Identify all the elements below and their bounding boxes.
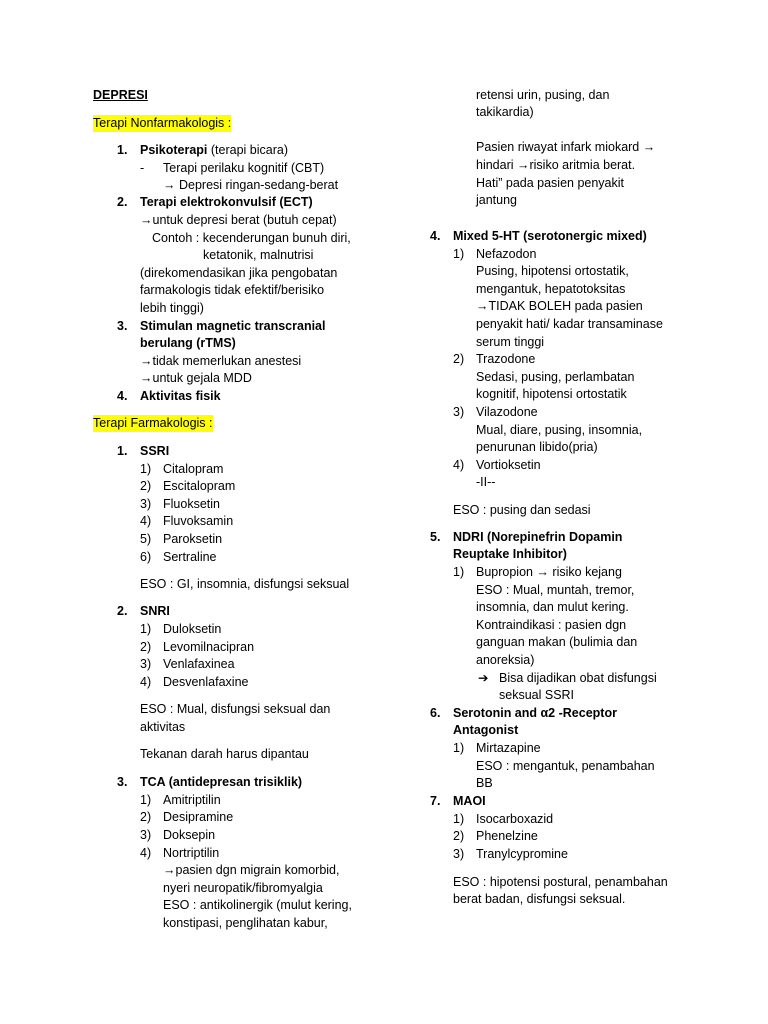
section-heading-pharma: Terapi Farmakologis :	[93, 416, 213, 430]
text-line: ganguan makan (bulimia dan	[476, 635, 638, 649]
text-line: →tidak memerlukan anestesi	[140, 354, 302, 368]
text-line: ESO : Mual, muntah, tremor,	[476, 583, 635, 597]
drug-name: Levomilnacipran	[163, 640, 255, 654]
item-title: SNRI	[140, 604, 170, 618]
text-line: ESO : pusing dan sedasi	[453, 503, 591, 517]
drug-name: Desvenlafaxine	[163, 675, 249, 689]
drug-name: Vilazodone	[476, 405, 538, 419]
sub-number: 5)	[140, 532, 152, 546]
sub-number: 3)	[140, 657, 152, 671]
text-line: →pasien dgn migrain komorbid,	[163, 863, 340, 877]
text-line: Terapi perilaku kognitif (CBT)	[163, 161, 325, 175]
drug-name: Fluvoksamin	[163, 514, 234, 528]
text-line: kognitif, hipotensi ortostatik	[476, 387, 627, 401]
item-title: Serotonin and α2 -Receptor	[453, 706, 617, 720]
sub-number: 2)	[140, 479, 152, 493]
item-title: Aktivitas fisik	[140, 389, 221, 403]
list-number: 7.	[430, 794, 441, 808]
text-line: Hati” pada pasien penyakit	[476, 176, 625, 190]
arrow-bullet-icon: ➔	[478, 671, 489, 685]
text-line: serum tinggi	[476, 335, 545, 349]
item-note: (terapi bicara)	[210, 143, 288, 157]
text-line: nyeri neuropatik/fibromyalgia	[163, 881, 323, 895]
drug-name: Nortriptilin	[163, 846, 220, 860]
text-line: ESO : antikolinergik (mulut kering,	[163, 898, 352, 912]
doc-title: DEPRESI	[93, 88, 148, 102]
list-number: 2.	[117, 604, 128, 618]
drug-name: Mirtazapine	[476, 741, 541, 755]
text-line: mengantuk, hepatotoksitas	[476, 282, 626, 296]
drug-name: Desipramine	[163, 810, 234, 824]
list-number: 1.	[117, 143, 128, 157]
list-number: 4.	[430, 229, 441, 243]
text-line: Mual, diare, pusing, insomnia,	[476, 423, 643, 437]
text-line: Sedasi, pusing, perlambatan	[476, 370, 635, 384]
text-line: jantung	[476, 193, 518, 207]
sub-number: 1)	[453, 247, 465, 261]
sub-number: 3)	[140, 497, 152, 511]
sub-number: 4)	[453, 458, 465, 472]
list-number: 6.	[430, 706, 441, 720]
sub-number: 1)	[140, 793, 152, 807]
text-line: ESO : GI, insomnia, disfungsi seksual	[140, 577, 350, 591]
text-line: farmakologis tidak efektif/berisiko	[140, 283, 325, 297]
drug-name: Sertraline	[163, 550, 217, 564]
item-title: Psikoterapi	[140, 143, 208, 157]
text-line: (direkomendasikan jika pengobatan	[140, 266, 338, 280]
text-line: ESO : hipotensi postural, penambahan	[453, 875, 668, 889]
item-title: NDRI (Norepinefrin Dopamin	[453, 530, 623, 544]
text-line: takikardia)	[476, 105, 534, 119]
text-line: konstipasi, penglihatan kabur,	[163, 916, 328, 930]
text-line: insomnia, dan mulut kering.	[476, 600, 629, 614]
text-line: seksual SSRI	[499, 688, 575, 702]
sub-number: 4)	[140, 675, 152, 689]
drug-name: Bupropion → risiko kejang	[476, 565, 622, 579]
item-title: Stimulan magnetic transcranial	[140, 319, 326, 333]
sub-number: 3)	[453, 847, 465, 861]
text-line: Pusing, hipotensi ortostatik,	[476, 264, 629, 278]
text-line: berat badan, disfungsi seksual.	[453, 892, 626, 906]
section-heading-nonpharma: Terapi Nonfarmakologis :	[93, 116, 232, 130]
drug-name: Trazodone	[476, 352, 536, 366]
item-title: Antagonist	[453, 723, 519, 737]
sub-number: 6)	[140, 550, 152, 564]
list-number: 3.	[117, 775, 128, 789]
drug-name: Vortioksetin	[476, 458, 541, 472]
list-number: 4.	[117, 389, 128, 403]
text-line: -II--	[476, 475, 496, 489]
sub-number: 2)	[453, 352, 465, 366]
sub-number: 1)	[453, 741, 465, 755]
sub-number: 1)	[453, 565, 465, 579]
list-number: 2.	[117, 195, 128, 209]
drug-name: Tranylcypromine	[476, 847, 568, 861]
drug-name: Paroksetin	[163, 532, 223, 546]
text-line: penyakit hati/ kadar transaminase	[476, 317, 663, 331]
text-line: BB	[476, 776, 493, 790]
item-title: Mixed 5-HT (serotonergic mixed)	[453, 229, 647, 243]
item-title: Reuptake Inhibitor)	[453, 547, 567, 561]
sub-number: 1)	[140, 622, 152, 636]
text-line: penurunan libido(pria)	[476, 440, 598, 454]
item-title: berulang (rTMS)	[140, 336, 236, 350]
sub-number: 3)	[453, 405, 465, 419]
item-title: Terapi elektrokonvulsif (ECT)	[140, 195, 313, 209]
bullet-dash: -	[140, 161, 145, 175]
sub-number: 2)	[453, 829, 465, 843]
list-number: 3.	[117, 319, 128, 333]
text-line: →TIDAK BOLEH pada pasien	[476, 299, 643, 313]
drug-name: Escitalopram	[163, 479, 236, 493]
list-number: 5.	[430, 530, 441, 544]
text-line: hindari →risiko aritmia berat.	[476, 158, 636, 172]
drug-name: Citalopram	[163, 462, 224, 476]
drug-name: Duloksetin	[163, 622, 222, 636]
sub-number: 4)	[140, 846, 152, 860]
text-line: Kontraindikasi : pasien dgn	[476, 618, 627, 632]
text-line: Bisa dijadikan obat disfungsi	[499, 671, 657, 685]
list-number: 1.	[117, 444, 128, 458]
sub-number: 2)	[140, 640, 152, 654]
text-line: Tekanan darah harus dipantau	[140, 747, 309, 761]
text-line: lebih tinggi)	[140, 301, 204, 315]
drug-name: Isocarboxazid	[476, 812, 554, 826]
text-line: ketatonik, malnutrisi	[203, 248, 314, 262]
sub-number: 3)	[140, 828, 152, 842]
sub-number: 4)	[140, 514, 152, 528]
drug-name: Doksepin	[163, 828, 216, 842]
item-title: SSRI	[140, 444, 170, 458]
sub-number: 1)	[453, 812, 465, 826]
text-line: ESO : mengantuk, penambahan	[476, 759, 655, 773]
list-item	[140, 142, 288, 159]
drug-name: Nefazodon	[476, 247, 537, 261]
item-title: TCA (antidepresan trisiklik)	[140, 775, 303, 789]
text-line: aktivitas	[140, 720, 186, 734]
drug-name: Amitriptilin	[163, 793, 221, 807]
text-line: →untuk gejala MDD	[140, 371, 252, 385]
text-line: ESO : Mual, disfungsi seksual dan	[140, 702, 331, 716]
item-title: MAOI	[453, 794, 486, 808]
sub-number: 2)	[140, 810, 152, 824]
text-line: Contoh : kecenderungan bunuh diri,	[152, 231, 351, 245]
drug-name: Venlafaxinea	[163, 657, 235, 671]
drug-name: Fluoksetin	[163, 497, 220, 511]
sub-number: 1)	[140, 462, 152, 476]
text-line: Pasien riwayat infark miokard →	[476, 140, 656, 154]
text-line: →untuk depresi berat (butuh cepat)	[140, 213, 337, 227]
text-line: retensi urin, pusing, dan	[476, 88, 610, 102]
drug-name: Phenelzine	[476, 829, 538, 843]
text-line: → Depresi ringan-sedang-berat	[163, 178, 339, 192]
text-line: anoreksia)	[476, 653, 535, 667]
